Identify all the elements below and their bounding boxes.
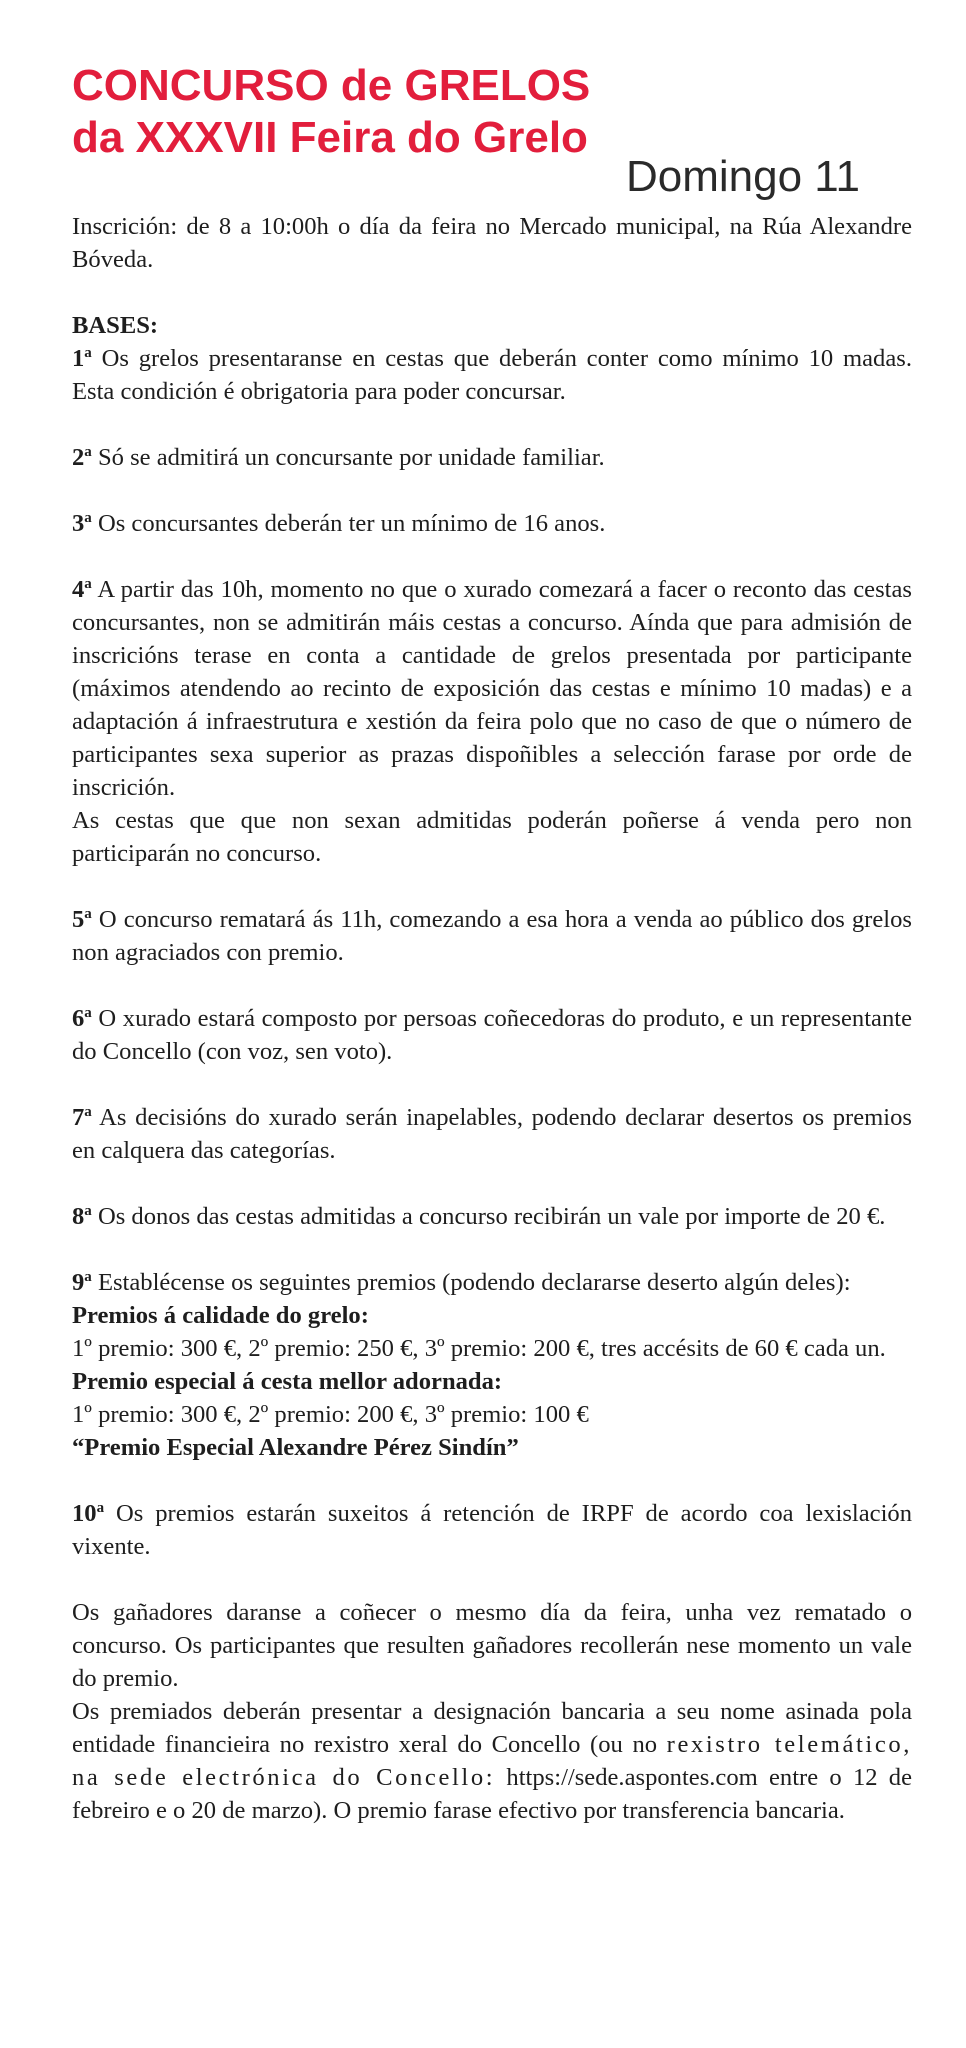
title-line-2: da XXXVII Feira do Grelo <box>72 113 588 162</box>
base-item-4-extra: As cestas que que non sexan admitidas poderán poñerse á venda pero non participarán no concurso. <box>72 807 912 867</box>
base-item-7: 7$^a$ As decisións do xurado serán inapelables, podendo declarar desertos os premios en calquera das categorías. <box>72 1104 912 1164</box>
base-item-6: 6$^a$ O xurado estará composto por persoas coñecedoras do produto, e un representante do Concello (con voz, sen voto). <box>72 1005 912 1065</box>
base-item-2: 2$^a$ Só se admitirá un concursante por unidade familiar. <box>72 444 605 471</box>
quality-prizes-heading: Premios á calidade do grelo: <box>72 1302 369 1329</box>
base-item-9: 9$^a$ Establécense os seguintes premios (podendo declararse deserto algún deles): <box>72 1269 851 1296</box>
title-line-1: CONCURSO de GRELOS <box>72 61 591 110</box>
base-item-5: 5$^a$ O concurso rematará ás 11h, comezando a esa hora a venda ao público dos grelos non agraciados con premio. <box>72 906 912 966</box>
bases-heading: BASES: <box>72 312 159 339</box>
document-body <box>72 210 912 1827</box>
closing-paragraph-2: Os premiados deberán presentar a designación bancaria a seu nome asinada pola entidade financieira no rexistro xeral do Concello (ou no rexistro telemático, na sede electrónica do Concello: https://sede.aspontes.com entre o 12 de febreiro e o 20 de marzo). O premio farase efectivo por transferencia bancaria. <box>72 1698 912 1824</box>
base-item-10: 10$^a$ Os premios estarán suxeitos á retención de IRPF de acordo coa lexislación vixente. <box>72 1500 912 1560</box>
base-item-8: 8$^a$ Os donos das cestas admitidas a concurso recibirán un vale por importe de 20 €. <box>72 1203 886 1230</box>
event-day: Domingo 11 <box>626 152 860 201</box>
inscription-text: Inscrición: de 8 a 10:00h o día da feira no Mercado municipal, na Rúa Alexandre Bóveda. <box>72 213 912 273</box>
basket-prizes-text: 1º premio: 300 €, 2º premio: 200 €, 3º premio: 100 € <box>72 1401 589 1428</box>
closing-paragraph-1: Os gañadores daranse a coñecer o mesmo día da feira, unha vez rematado o concurso. Os participantes que resulten gañadores recollerán nese momento un vale do premio. <box>72 1599 912 1692</box>
base-item-4: 4$^a$ A partir das 10h, momento no que o xurado comezará a facer o reconto das cestas concursantes, non se admitirán máis cestas a concurso. Aínda que para admisión de inscricións terase en conta a cantidade de grelos presentada por participante (máximos atendendo ao recinto de exposición das cestas e mínimo 10 madas) e a adaptación á infraestrutura e xestión da feira polo que no caso de que o número de participantes sexa superior as prazas dispoñibles a selección farase por orde de inscrición. <box>72 576 912 801</box>
page-title <box>72 60 912 164</box>
special-prize: “Premio Especial Alexandre Pérez Sindín” <box>72 1434 519 1461</box>
basket-prizes-heading: Premio especial á cesta mellor adornada: <box>72 1368 503 1395</box>
base-item-1: 1$^a$ Os grelos presentaranse en cestas que deberán conter como mínimo 10 madas. Esta condición é obrigatoria para poder concursar. <box>72 345 912 405</box>
quality-prizes-text: 1º premio: 300 €, 2º premio: 250 €, 3º premio: 200 €, tres accésits de 60 € cada un. <box>72 1335 886 1362</box>
base-item-3: 3$^a$ Os concursantes deberán ter un mínimo de 16 anos. <box>72 510 606 537</box>
